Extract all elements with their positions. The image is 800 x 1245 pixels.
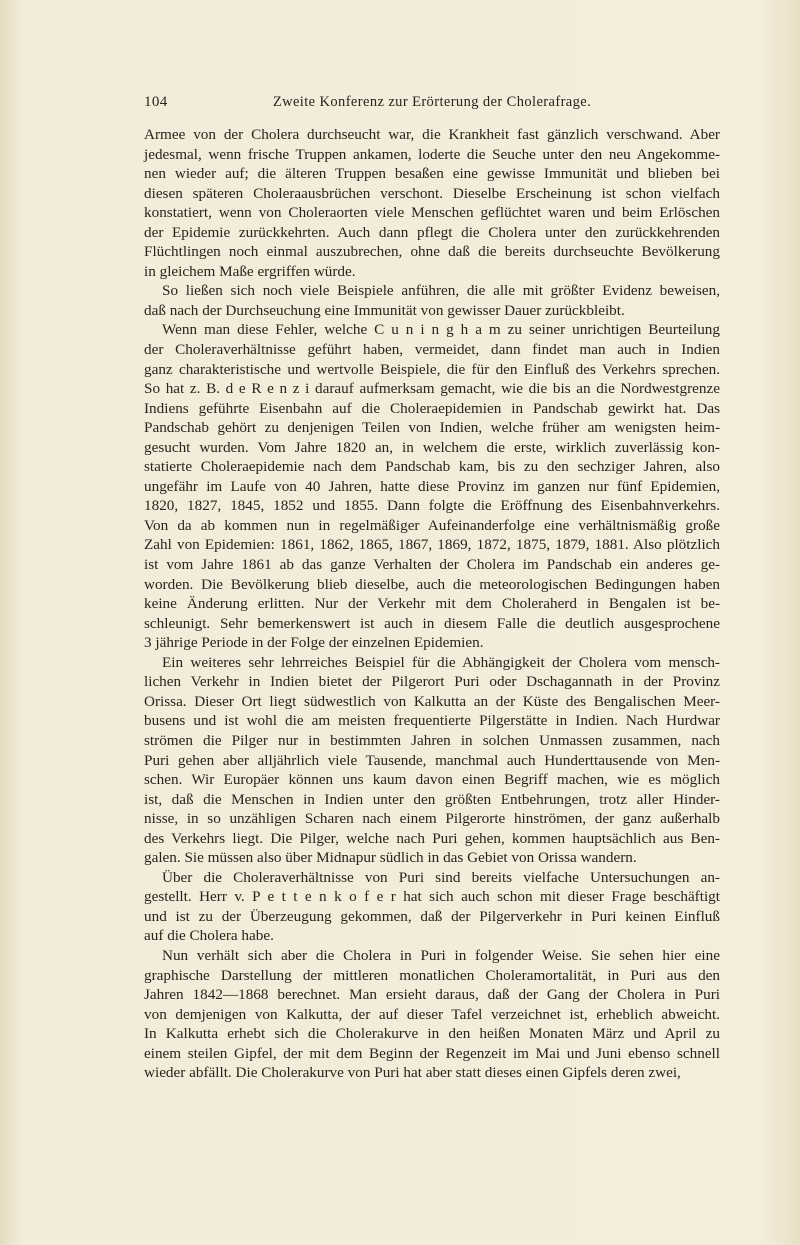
text-line: Indiens geführte Eisenbahn auf die Choleraepidemien in Pandschab gewirkt hat. Das [144, 399, 720, 417]
text-line: auf die Cholera habe. [144, 927, 274, 945]
text-line: ungefähr im Laufe von 40 Jahren, hatte diese Provinz im ganzen nur fünf Epidemien, [144, 477, 720, 495]
text-line: gesucht wurden. Vom Jahre 1820 an, in welchem die erste, wirklich zuverlässig kon- [144, 438, 720, 456]
text-line: Armee von der Cholera durchseucht war, die Krankheit fast gänzlich verschwand. Aber [144, 126, 720, 143]
text-line: Wenn man diese Fehler, welche C u n i n g h a m zu seiner unrichtigen Beurteilung [162, 321, 720, 339]
text-line: Orissa. Dieser Ort liegt südwestlich von Kalkutta an der Küste des Bengalischen Meer- [144, 692, 720, 710]
text-line: schleunigt. Sehr bemerkenswert ist auch in diesem Falle die deutlich ausgesprochene [144, 614, 720, 632]
text-line: Über die Choleraverhältnisse von Puri sind bereits vielfache Untersuchungen an- [162, 868, 720, 886]
text-line: Von da ab kommen nun in regelmäßiger Aufeinanderfolge eine verhältnismäßig große [144, 516, 720, 534]
text-line: Flüchtlingen noch einmal auszubrechen, ohne daß die bereits durchseuchte Bevölkerung [144, 243, 720, 261]
text-line: So hat z. B. d e R e n z i darauf aufmerksam gemacht, wie die bis an die Nordwestgrenze [144, 380, 720, 398]
text-line: der Epidemie zurückkehrten. Auch dann pflegt die Cholera unter den zurückkehrenden [144, 223, 720, 241]
text-line: schen. Wir Europäer können uns kaum davon einen Begriff machen, wie es möglich [144, 771, 720, 789]
text-line: Nun verhält sich aber die Cholera in Puri in folgender Weise. Sie sehen hier eine [162, 946, 720, 964]
text-line: Ein weiteres sehr lehrreiches Beispiel für die Abhängigkeit der Cholera vom mensch- [162, 653, 720, 671]
text-line: daß nach der Durchseuchung eine Immunität von gewisser Dauer zurückbleibt. [144, 301, 625, 319]
text-line: So ließen sich noch viele Beispiele anführen, die alle mit größter Evidenz beweisen, [162, 282, 720, 300]
text-line: des Verkehrs liegt. Die Pilger, welche nach Puri gehen, kommen hauptsächlich aus Ben- [144, 829, 720, 847]
text-line: Zahl von Epidemien: 1861, 1862, 1865, 1867, 1869, 1872, 1875, 1879, 1881. Also plötzlich [144, 536, 720, 554]
text-line: Pandschab gehört zu denjenigen Teilen von Indien, welche früher am wenigsten heim- [144, 419, 720, 437]
text-line: 3 jährige Periode in der Folge der einzelnen Epidemien. [144, 634, 484, 652]
text-line: ist, daß die Menschen in Indien unter den größten Entbehrungen, trotz aller Hinder- [144, 790, 720, 808]
text-line: galen. Sie müssen also über Midnapur südlich in das Gebiet von Orissa wandern. [144, 849, 637, 867]
text-line: jedesmal, wenn frische Truppen ankamen, loderte die Seuche unter den neu Angekomme- [144, 145, 720, 163]
text-line: Puri gehen aber alljährlich viele Tausende, manchmal auch Hunderttausende von Men- [144, 751, 720, 769]
text-line: nisse, in so unzähligen Scharen nach einem Pilgerorte hinströmen, der ganz außerhalb [144, 810, 720, 828]
text-line: lichen Verkehr in Indien bietet der Pilgerort Puri oder Dschagannath in der Provinz [144, 673, 720, 691]
page-number: 104 [144, 94, 168, 110]
text-line: einem steilen Gipfel, der mit dem Beginn der Regenzeit im Mai und Juni ebenso schnell [144, 1044, 720, 1062]
text-line: keine Änderung erlitten. Nur der Verkehr mit dem Choleraherd in Bengalen ist be- [144, 595, 720, 613]
text-line: nen wieder auf; die älteren Truppen besaßen eine gewisse Immunität und blieben bei [144, 165, 720, 183]
text-line: graphische Darstellung der mittleren monatlichen Choleramortalität, in Puri aus den [144, 966, 720, 984]
text-line: ist vom Jahre 1861 ab das ganze Verhalten der Cholera im Pandschab ein anderes ge- [144, 556, 720, 574]
text-line: konstatiert, wenn von Choleraorten viele Menschen geflüchtet waren und beim Erlöschen [144, 204, 720, 222]
body-text [144, 125, 720, 1083]
text-line: der Choleraverhältnisse geführt haben, vermeidet, dann findet man auch in Indien [144, 341, 720, 359]
running-title: Zweite Konferenz zur Erörterung der Cholerafrage. [272, 94, 592, 110]
text-line: worden. Die Bevölkerung blieb dieselbe, auch die meteorologischen Bedingungen haben [144, 575, 720, 593]
text-line: diesen späteren Choleraausbrüchen verschont. Dieselbe Erscheinung ist schon vielfach [144, 184, 720, 202]
text-line: busens und ist wohl die am meisten frequentierte Pilgerstätte in Indien. Nach Hurdwar [144, 712, 720, 730]
text-line: Jahren 1842—1868 berechnet. Man ersieht daraus, daß der Gang der Cholera in Puri [144, 986, 720, 1004]
text-line: strömen die Pilger nur in bestimmten Jahren in solchen Unmassen zusammen, nach [144, 731, 720, 749]
text-line: wieder abfällt. Die Cholerakurve von Puri hat aber statt dieses einen Gipfels deren zwei, [144, 1064, 681, 1082]
text-line: 1820, 1827, 1845, 1852 und 1855. Dann folgte die Eröffnung des Eisenbahnverkehrs. [144, 497, 720, 515]
text-line: gestellt. Herr v. P e t t e n k o f e r hat sich auch schon mit dieser Frage beschäftigt [144, 888, 720, 906]
text-line: und ist zu der Überzeugung gekommen, daß der Pilgerverkehr in Puri keinen Einfluß [144, 907, 720, 925]
text-line: In Kalkutta erhebt sich die Cholerakurve in den heißen Monaten März und April zu [144, 1025, 720, 1043]
text-line: von demjenigen von Kalkutta, der auf dieser Tafel verzeichnet ist, erheblich abweicht. [144, 1005, 720, 1023]
text-line: statierte Choleraepidemie nach dem Pandschab kam, bis zu den sechziger Jahren, also [144, 458, 720, 476]
text-line: ganz charakteristische und wertvolle Beispiele, die für den Einfluß des Verkehrs sprechen. [144, 360, 720, 378]
text-line: in gleichem Maße ergriffen würde. [144, 262, 356, 280]
page-header [144, 94, 720, 116]
